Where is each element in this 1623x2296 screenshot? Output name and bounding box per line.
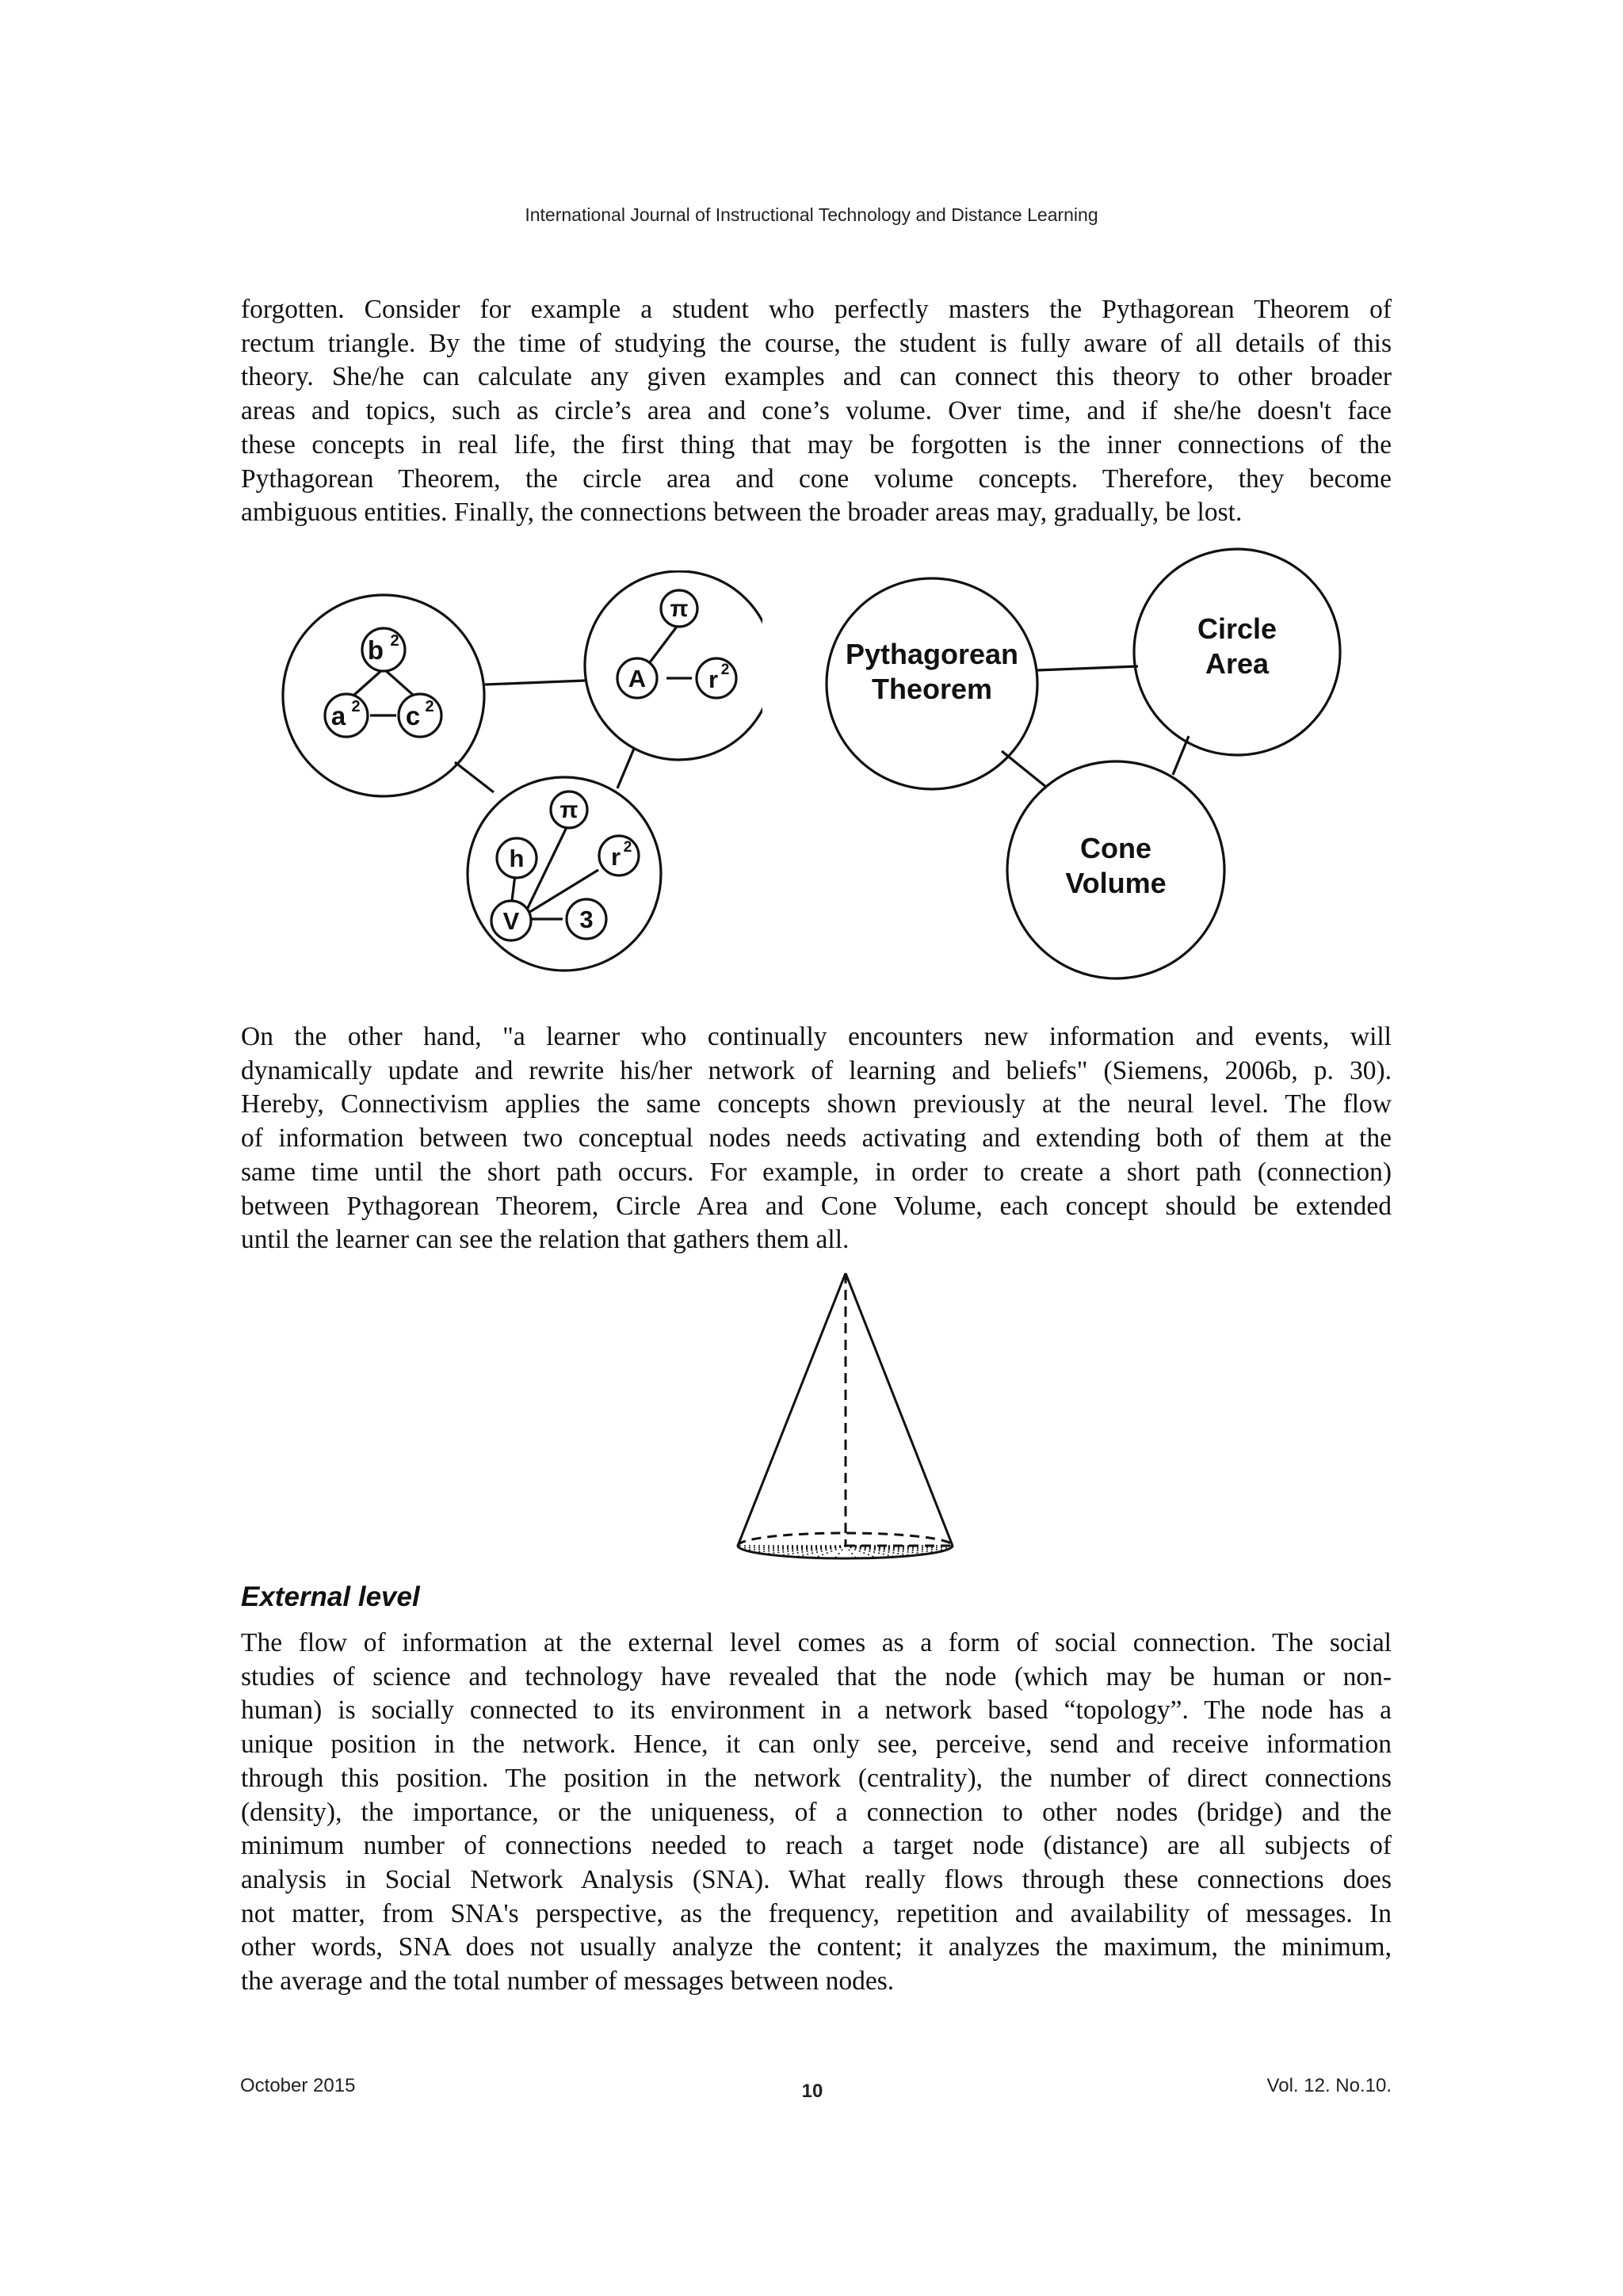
text-line: The flow of information at the external level comes as a form of social connection. The social — [241, 1628, 1392, 1657]
text-line: On the other hand, "a learner who continually encounters new information and events, will — [241, 1022, 1392, 1051]
text-line: of information between two conceptual nodes needs activating and extending both of them at the — [241, 1123, 1392, 1154]
text-line: unique position in the network. Hence, it can only see, perceive, send and receive information — [241, 1730, 1392, 1760]
figure-cone — [729, 1264, 959, 1573]
svg-text:A: A — [628, 665, 647, 692]
svg-text:V: V — [502, 907, 520, 935]
text-line: not matter, from SNA's perspective, as the frequency, repetition and availability of messages. In — [241, 1898, 1392, 1928]
footer-volume: Vol. 12. No.10. — [1266, 2075, 1392, 2096]
running-header: International Journal of Instructional Technology and Distance Learning — [525, 204, 1098, 225]
svg-text:r: r — [708, 666, 719, 693]
text-line: areas and topics, such as circle’s area and cone’s volume. Over time, and if she/he doesn't face — [241, 396, 1392, 426]
svg-text:r: r — [610, 843, 621, 871]
text-line: ambiguous entities. Finally, the connections between the broader areas may, gradually, be lost. — [241, 498, 1243, 528]
label-pythagorean: Pythagorean — [845, 638, 1019, 670]
svg-text:2: 2 — [623, 839, 632, 856]
text-line: until the learner can see the relation that gathers them all. — [241, 1225, 850, 1255]
svg-text:π: π — [559, 797, 579, 823]
label-theorem: Theorem — [871, 673, 993, 705]
link-pythagoras-cone — [455, 762, 494, 792]
text-line: (density), the importance, or the uniqueness, of a connection to other nodes (bridge) and the — [241, 1797, 1392, 1827]
svg-text:π: π — [670, 596, 689, 622]
link-pythagorean-circle — [1037, 666, 1138, 670]
svg-text:c: c — [405, 701, 421, 730]
text-line: forgotten. Consider for example a student who perfectly masters the Pythagorean Theorem of — [241, 295, 1392, 324]
text-line: other words, SNA does not usually analyze the content; it analyzes the maximum, the minimum, — [241, 1932, 1392, 1962]
text-line: same time until the short path occurs. For example, in order to create a short path (connection) — [241, 1157, 1392, 1187]
cluster-pythagoras — [283, 595, 484, 796]
label-cone: Cone — [1080, 832, 1151, 864]
text-line: the average and the total number of messages between nodes. — [241, 1966, 895, 1997]
section-heading: External level — [241, 1581, 420, 1612]
text-line: these concepts in real life, the first thing that may be forgotten is the inner connections of the — [241, 429, 1392, 460]
paragraph-connectivism — [241, 1020, 1392, 1257]
paragraph-forgotten — [241, 293, 1392, 530]
svg-text:2: 2 — [720, 662, 730, 678]
text-line: human) is socially connected to its environment in a network based “topology”. The node has a — [241, 1695, 1392, 1726]
text-line: analysis in Social Network Analysis (SNA). What really flows through these connections does — [241, 1864, 1392, 1894]
text-line: minimum number of connections needed to reach a target node (distance) are all subjects of — [241, 1831, 1392, 1861]
text-line: Hereby, Connectivism applies the same concepts shown previously at the neural level. The flow — [241, 1089, 1392, 1119]
text-line: through this position. The position in the network (centrality), the number of direct connections — [241, 1763, 1392, 1793]
svg-text:b: b — [367, 635, 384, 665]
link-pythagoras-circle — [485, 681, 585, 685]
text-line: dynamically update and rewrite his/her network of learning and beliefs" (Siemens, 2006b, p. 30). — [241, 1055, 1392, 1085]
figure-inner-connections — [279, 570, 762, 986]
svg-text:2: 2 — [390, 632, 399, 650]
paragraph-external-level — [241, 1627, 1392, 1999]
label-circle: Circle — [1197, 612, 1277, 645]
label-volume: Volume — [1065, 867, 1167, 899]
svg-text:3: 3 — [579, 906, 594, 933]
text-line: rectum triangle. By the time of studying the course, the student is fully aware of all details of this — [241, 328, 1392, 358]
svg-text:h: h — [509, 845, 525, 872]
text-line: Pythagorean Theorem, the circle area and cone volume concepts. Therefore, they become — [241, 463, 1392, 494]
link-circle-cone — [617, 749, 634, 788]
svg-text:a: a — [330, 701, 346, 730]
footer-date: October 2015 — [240, 2075, 356, 2096]
label-area: Area — [1205, 647, 1270, 680]
text-line: between Pythagorean Theorem, Circle Area and Cone Volume, each concept should be extended — [241, 1191, 1392, 1221]
svg-text:2: 2 — [351, 698, 361, 715]
text-line: studies of science and technology have revealed that the node (which may be human or non- — [241, 1661, 1392, 1691]
figure-concept-network — [824, 543, 1355, 982]
text-line: theory. She/he can calculate any given examples and can connect this theory to other broader — [241, 362, 1392, 392]
svg-text:2: 2 — [425, 698, 434, 715]
page-number: 10 — [801, 2081, 823, 2102]
